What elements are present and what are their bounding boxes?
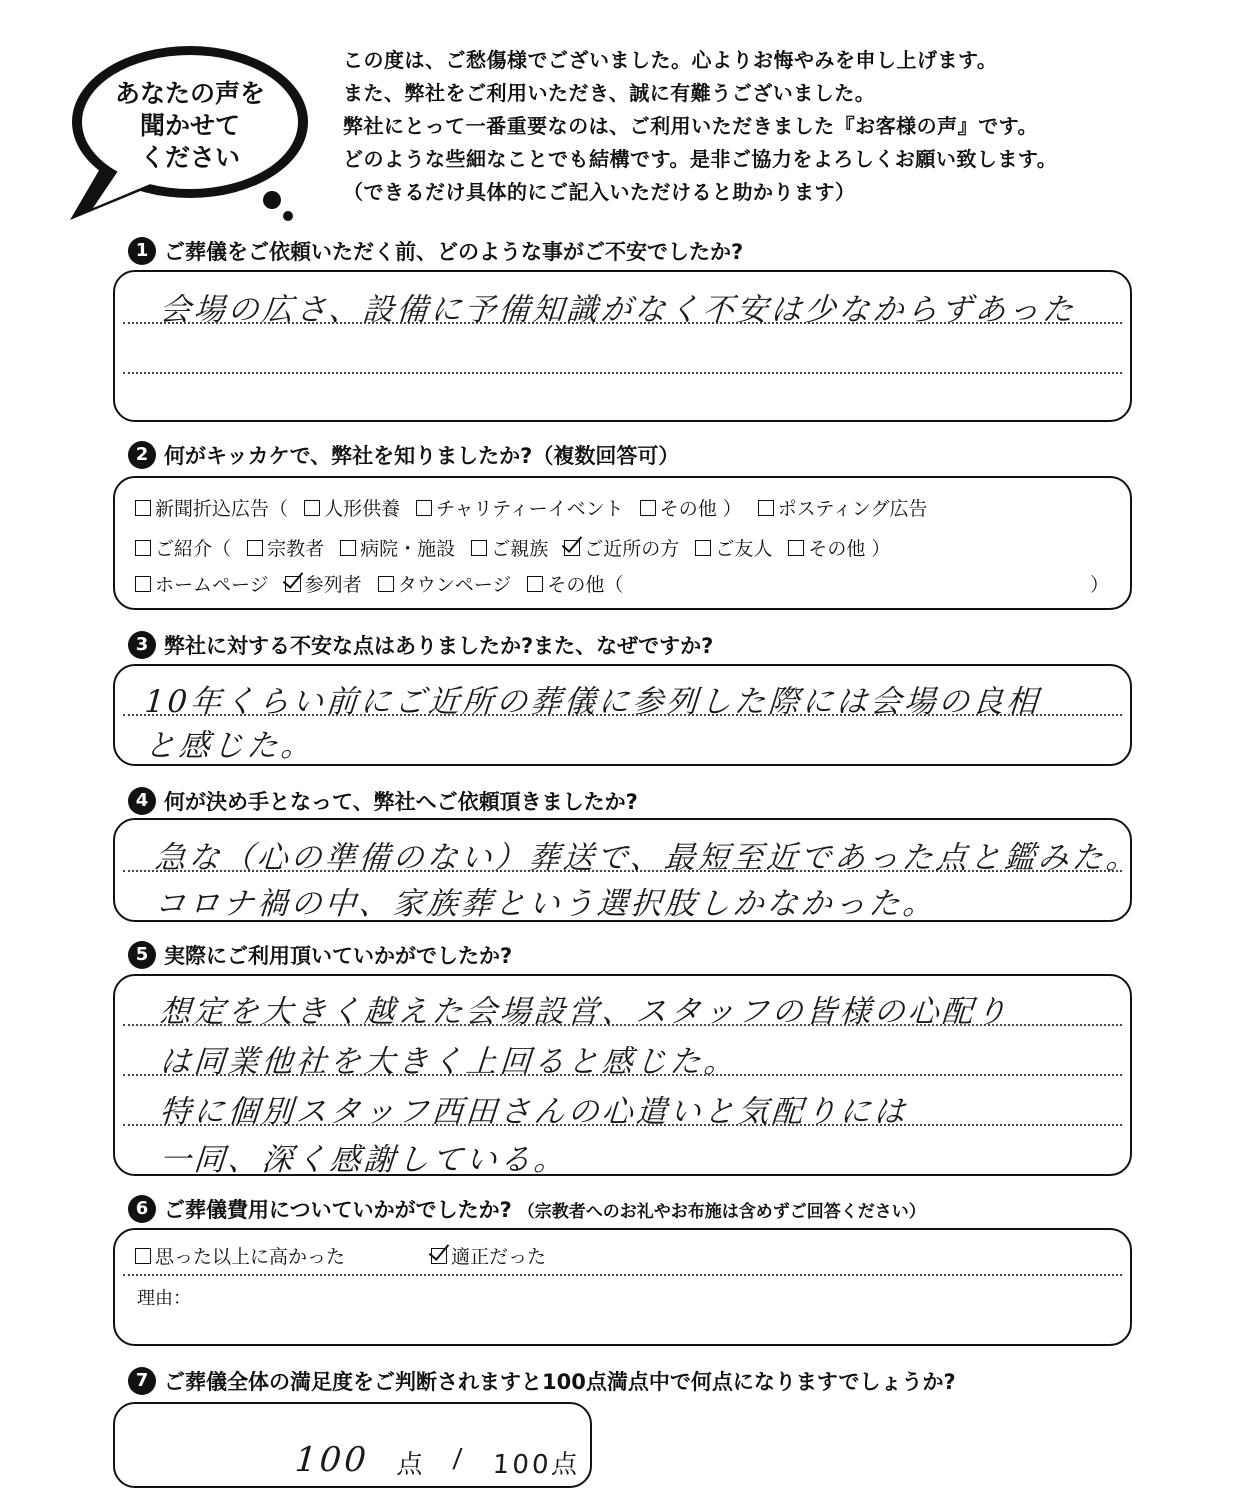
checkbox-icon[interactable] bbox=[416, 500, 432, 516]
checked-checkbox-icon[interactable] bbox=[564, 540, 580, 556]
option-newspaper[interactable]: 新聞折込広告（ bbox=[135, 498, 288, 520]
bubble-line: あなたの声を bbox=[114, 79, 265, 108]
option-friends[interactable]: ご友人 bbox=[695, 538, 772, 560]
option-attendee[interactable]: 参列者 bbox=[285, 574, 362, 596]
option-referral[interactable]: ご紹介（ bbox=[135, 538, 231, 560]
intro-line: （できるだけ具体的にご記入いただけると助かります） bbox=[343, 180, 856, 204]
question-1-heading bbox=[128, 236, 743, 266]
checkbox-icon[interactable] bbox=[340, 540, 356, 556]
answer-box-6[interactable] bbox=[113, 1228, 1132, 1346]
checkbox-icon[interactable] bbox=[640, 500, 656, 516]
handwritten-answer: コロナ禍の中、家族葬という選択肢しかなかった。 bbox=[153, 886, 939, 922]
handwritten-answer: は同業他社を大きく上回ると感じた。 bbox=[158, 1044, 740, 1080]
ruled-line bbox=[123, 372, 1122, 374]
close-paren: ） bbox=[1090, 574, 1110, 596]
checkbox-icon[interactable] bbox=[135, 576, 151, 592]
question-7-heading bbox=[128, 1366, 956, 1396]
question-number: 4 bbox=[128, 787, 156, 815]
question-number: 2 bbox=[128, 441, 156, 469]
question-6-heading bbox=[128, 1194, 926, 1224]
handwritten-score: 100 bbox=[293, 1440, 371, 1480]
handwritten-answer: 特に個別スタッフ西田さんの心遣いと気配りには bbox=[158, 1094, 910, 1130]
option-row bbox=[135, 534, 900, 561]
answer-box-1[interactable] bbox=[113, 270, 1132, 422]
checkbox-icon[interactable] bbox=[695, 540, 711, 556]
question-number: 7 bbox=[128, 1367, 156, 1395]
question-number: 6 bbox=[128, 1195, 156, 1223]
question-note: （宗教者へのお礼やお布施は含めずご回答ください） bbox=[517, 1201, 926, 1222]
question-number: 1 bbox=[128, 237, 156, 265]
option-doll-memorial[interactable]: 人形供養 bbox=[304, 498, 400, 520]
answer-box-2[interactable] bbox=[113, 476, 1132, 610]
option-row bbox=[135, 494, 938, 521]
question-number: 5 bbox=[128, 941, 156, 969]
handwritten-answer: 急な（心の準備のない）葬送で、最短至近であった点と鑑みた。 bbox=[153, 840, 1142, 876]
checkbox-icon[interactable] bbox=[527, 576, 543, 592]
option-more-expensive[interactable]: 思った以上に高かった bbox=[135, 1246, 345, 1268]
question-title: ご葬儀全体の満足度をご判断されますと100点満点中で何点になりますでしょうか? bbox=[164, 1370, 956, 1394]
answer-box-3[interactable] bbox=[113, 664, 1132, 766]
intro-text bbox=[343, 44, 1057, 209]
bubble-line: ください bbox=[139, 143, 240, 172]
handwritten-answer: 一同、深く感謝している。 bbox=[158, 1142, 570, 1178]
checkbox-icon[interactable] bbox=[378, 576, 394, 592]
option-religious[interactable]: 宗教者 bbox=[247, 538, 324, 560]
handwritten-answer: と感じた。 bbox=[143, 728, 317, 764]
option-hospital[interactable]: 病院・施設 bbox=[340, 538, 455, 560]
intro-line: 弊社にとって一番重要なのは、ご利用いただきました『お客様の声』です。 bbox=[343, 114, 1038, 138]
option-charity-event[interactable]: チャリティーイベント bbox=[416, 498, 624, 520]
question-title: ご葬儀費用についていかがでしたか? bbox=[164, 1198, 512, 1222]
intro-line: どのような些細なことでも結構です。是非ご協力をよろしくお願い致します。 bbox=[343, 147, 1058, 171]
checkbox-icon[interactable] bbox=[304, 500, 320, 516]
question-5-heading bbox=[128, 940, 512, 970]
question-title: 実際にご利用頂いていかがでしたか? bbox=[164, 944, 513, 968]
checked-checkbox-icon[interactable] bbox=[431, 1248, 447, 1264]
question-3-heading bbox=[128, 630, 713, 660]
checkbox-icon[interactable] bbox=[135, 540, 151, 556]
intro-line: この度は、ご愁傷様でございました。心よりお悔やみを申し上げます。 bbox=[343, 48, 998, 72]
option-relatives[interactable]: ご親族 bbox=[471, 538, 548, 560]
option-other-3[interactable]: その他（ bbox=[527, 574, 623, 596]
option-townpage[interactable]: タウンページ bbox=[378, 574, 512, 596]
bubble-title bbox=[95, 78, 285, 174]
bubble-line: 聞かせて bbox=[139, 111, 240, 140]
handwritten-answer: 想定を大きく越えた会場設営、スタッフの皆様の心配り bbox=[158, 994, 1012, 1030]
handwritten-answer: 会場の広さ、設備に予備知識がなく不安は少なからずあった bbox=[158, 292, 1078, 328]
checkbox-icon[interactable] bbox=[135, 1248, 151, 1264]
option-row bbox=[135, 570, 633, 597]
checkbox-icon[interactable] bbox=[788, 540, 804, 556]
score-box[interactable] bbox=[113, 1402, 592, 1488]
score-slash: / bbox=[451, 1444, 466, 1474]
question-title: 何がキッカケで、弊社を知りましたか?（複数回答可） bbox=[164, 444, 680, 468]
option-row bbox=[135, 1242, 556, 1269]
intro-line: また、弊社をご利用いただき、誠に有難うございました。 bbox=[343, 81, 876, 105]
checkbox-icon[interactable] bbox=[247, 540, 263, 556]
question-title: 弊社に対する不安な点はありましたか?また、なぜですか? bbox=[164, 634, 714, 658]
checkbox-icon[interactable] bbox=[471, 540, 487, 556]
checked-checkbox-icon[interactable] bbox=[285, 576, 301, 592]
checkbox-icon[interactable] bbox=[758, 500, 774, 516]
answer-box-5[interactable] bbox=[113, 974, 1132, 1176]
question-4-heading bbox=[128, 786, 638, 816]
answer-box-4[interactable] bbox=[113, 818, 1142, 922]
score-unit: 点 bbox=[395, 1450, 427, 1480]
option-other-1[interactable]: その他 ） bbox=[640, 498, 742, 520]
question-number: 3 bbox=[128, 631, 156, 659]
question-2-heading bbox=[128, 440, 679, 470]
handwritten-answer: 10年くらい前にご近所の葬儀に参列した際には会場の良相 bbox=[143, 684, 1042, 720]
option-posting-ad[interactable]: ポスティング広告 bbox=[758, 498, 928, 520]
question-title: 何が決め手となって、弊社へご依頼頂きましたか? bbox=[164, 790, 638, 814]
reason-label: 理由： bbox=[137, 1288, 191, 1309]
option-appropriate[interactable]: 適正だった bbox=[431, 1246, 546, 1268]
score-max: 100点 bbox=[491, 1450, 582, 1480]
option-homepage[interactable]: ホームページ bbox=[135, 574, 269, 596]
ruled-line bbox=[123, 1274, 1122, 1276]
option-other-2[interactable]: その他 ） bbox=[788, 538, 890, 560]
checkbox-icon[interactable] bbox=[135, 500, 151, 516]
question-title: ご葬儀をご依頼いただく前、どのような事がご不安でしたか? bbox=[164, 240, 744, 264]
option-neighbors[interactable]: ご近所の方 bbox=[564, 538, 679, 560]
